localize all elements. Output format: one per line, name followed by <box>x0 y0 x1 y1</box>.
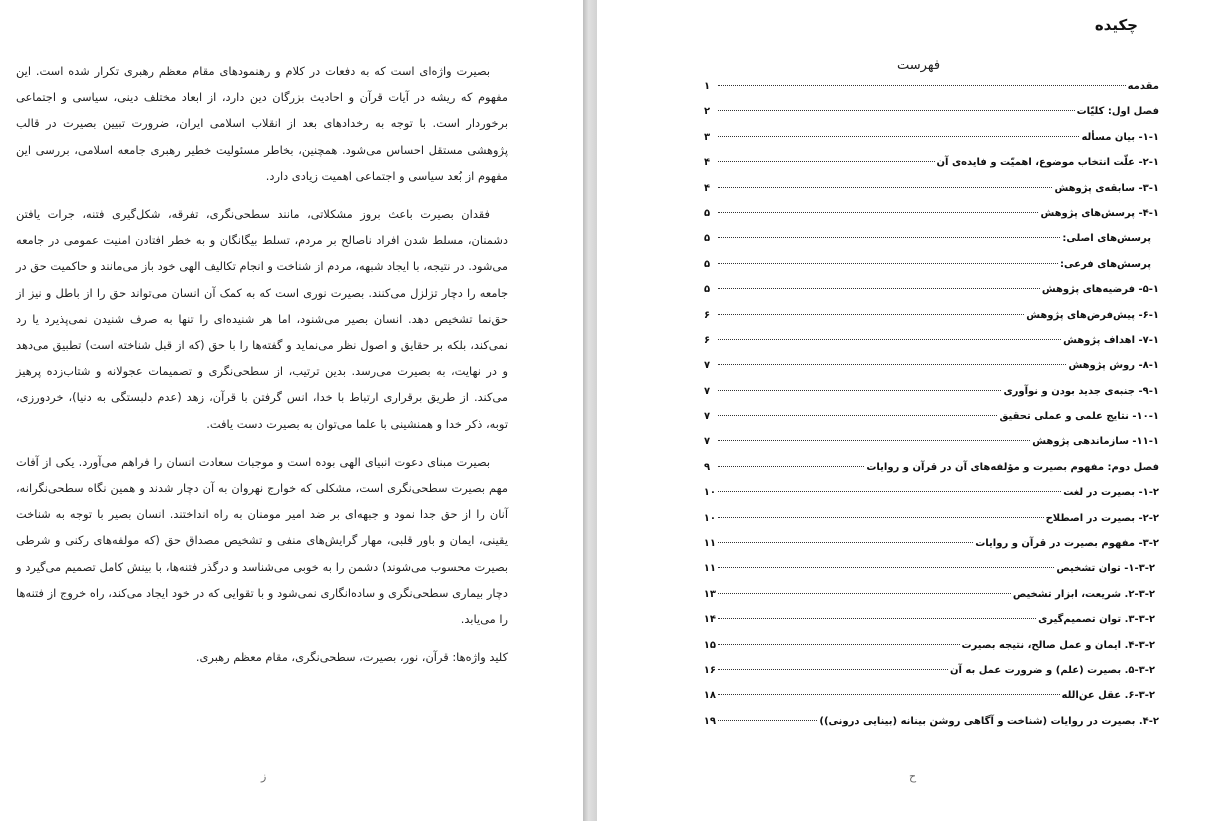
toc-entry[interactable] <box>704 716 1159 741</box>
toc-entry[interactable] <box>704 563 1159 588</box>
toc-entry-page: ۱۰ <box>703 487 716 499</box>
toc-leader-dots <box>718 669 948 670</box>
toc-entry-label: ۱-۲- بصیرت در لغت <box>1063 487 1159 499</box>
toc-leader-dots <box>718 288 1040 289</box>
toc-leader-dots <box>718 466 864 467</box>
toc-entry[interactable] <box>704 81 1159 106</box>
toc-entry-page: ۷ <box>704 436 711 448</box>
toc-entry-label: ۸-۱- روش پژوهش <box>1068 360 1159 372</box>
toc-leader-dots <box>718 694 1060 695</box>
toc-entry-label: مقدمه <box>1127 81 1159 92</box>
toc-entry-page: ۱۱ <box>703 563 716 575</box>
toc-entry-page: ۱۳ <box>703 588 716 600</box>
toc-entry-label: ۹-۱- جنبه‌ی جدید بودن و نوآوری <box>1003 385 1159 397</box>
toc-leader-dots <box>718 85 1126 86</box>
toc-entry-label: ۳-۳-۲. توان تصمیم‌گیری <box>1038 614 1155 626</box>
toc-entry-page: ۵ <box>704 207 711 219</box>
toc-entry[interactable] <box>704 106 1159 131</box>
toc-entry[interactable] <box>704 513 1159 538</box>
toc-leader-dots <box>718 491 1061 492</box>
toc-leader-dots <box>718 187 1052 188</box>
toc-entry-label: ۲-۱- علّت انتخاب موضوع، اهمیّت و فایده‌ی آن <box>936 157 1159 169</box>
toc-entry-page: ۷ <box>704 360 711 372</box>
toc-leader-dots <box>718 110 1075 111</box>
toc-entry[interactable] <box>704 436 1159 461</box>
abstract-paragraph: بصیرت مبنای دعوت انبیای الهی بوده است و موجبات سعادت انسان را فراهم می‌آورد. یکی از آفات مهم بصیرت سطحی‌نگری است، مشکلی که خوارج نهروان به آن دچار شدند و همین نگاه سطحی‌نگرانه، آنان را از حق جدا نمود و جبهه‌ای بر ضد امیر مومنان به راه انداختند. انسان بصیر با توجه به شناخت یقینی، ایمان و باور قلبی، مهار گرایش‌های منفی و تشخیص مصداق حق (که مولفه‌های رکنی و شرطی بصیرت محسوب می‌شوند) دشمن را به خوبی می‌شناسد و درگذر فتنه‌ها، با بینش کامل تصمیم می‌گیرد و دچار بیماری سطحی‌نگری و ساده‌انگاری نمی‌شود و با تقوایی که در خود ایجاد می‌کند، راه خروج از فتنه‌ها را می‌یابد. <box>16 454 508 627</box>
toc-entry[interactable] <box>704 183 1159 208</box>
toc-entry[interactable] <box>704 411 1159 436</box>
toc-entry-label: ۳-۱- سابقه‌ی پژوهش <box>1054 182 1159 194</box>
abstract-body <box>16 58 508 682</box>
toc-entry-page: ۱۶ <box>703 664 716 676</box>
toc-leader-dots <box>718 212 1038 213</box>
toc-entry-page: ۷ <box>704 385 711 397</box>
toc-leader-dots <box>718 263 1058 264</box>
toc-entry-label: ۷-۱- اهداف پژوهش <box>1063 334 1159 346</box>
toc-leader-dots <box>718 440 1030 441</box>
toc-leader-dots <box>718 618 1036 619</box>
toc-entry[interactable] <box>704 284 1159 309</box>
toc-entry[interactable] <box>704 614 1159 639</box>
toc-entry-page: ۵ <box>704 233 711 245</box>
toc-entry[interactable] <box>704 259 1159 284</box>
toc-entry[interactable] <box>704 487 1159 512</box>
toc-entry-label: پرسش‌های اصلی: <box>1062 233 1151 245</box>
toc-entry-label: ۲-۲- بصیرت در اصطلاح <box>1045 512 1159 524</box>
toc-entry-page: ۱۴ <box>703 614 716 626</box>
toc-leader-dots <box>718 136 1079 137</box>
toc-title: فهرست <box>897 58 941 73</box>
toc-entry-page: ۱۹ <box>703 715 716 727</box>
toc-entry[interactable] <box>704 665 1159 690</box>
toc-leader-dots <box>718 339 1061 340</box>
toc-entry-label: پرسش‌های فرعی: <box>1060 258 1151 270</box>
toc-entry-page: ۱۱ <box>703 538 716 550</box>
toc-entry[interactable] <box>704 386 1159 411</box>
toc-entry-label: ۱۱-۱- سازماندهی پژوهش <box>1032 436 1159 448</box>
toc-entry-page: ۱۰ <box>703 512 716 524</box>
toc-leader-dots <box>718 517 1044 518</box>
toc-leader-dots <box>718 720 817 721</box>
toc-leader-dots <box>718 314 1024 315</box>
toc-entry[interactable] <box>704 132 1159 157</box>
toc-entry-page: ۱۵ <box>703 639 716 651</box>
toc-entry[interactable] <box>704 589 1159 614</box>
abstract-paragraph: بصیرت واژه‌ای است که به دفعات در کلام و رهنمودهای مقام معظم رهبری تکرار شده است. این مفهوم که ریشه در آیات قرآن و احادیث بزرگان دین دارد، از ابعاد مختلف دینی، سیاسی و اجتماعی برخوردار است. با توجه به رخدادهای بعد از انقلاب اسلامی ایران، ضرورت تبیین بصیرت در قالب پژوهشی مستقل احساس می‌شود. همچنین، بخاطر مسئولیت خطیر رهبری جامعه اسلامی، بررسی این مفهوم از بُعد سیاسی و اجتماعی اهمیت زیادی دارد. <box>16 64 508 183</box>
toc-entry-label: ۱-۱- بیان مسأله <box>1081 131 1159 143</box>
toc-entry-page: ۱۸ <box>703 690 716 702</box>
toc-entry-label: فصل اول: کلیّات <box>1076 106 1159 118</box>
toc-entry-label: ۱-۳-۲- توان تشخیص <box>1056 563 1155 575</box>
toc-entry-page: ۶ <box>704 309 711 321</box>
toc-leader-dots <box>718 644 960 645</box>
toc-entry-page: ۳ <box>704 131 711 143</box>
abstract-title: چکیده <box>1094 16 1138 34</box>
page-gutter <box>583 0 597 821</box>
toc-entry-label: ۲-۳-۲. شریعت، ابزار تشخیص <box>1012 588 1155 600</box>
toc-entry-page: ۶ <box>704 334 711 346</box>
toc-entry-page: ۲ <box>704 106 711 118</box>
toc-entry-page: ۱ <box>704 81 711 92</box>
toc-entry[interactable] <box>704 157 1159 182</box>
toc-leader-dots <box>718 237 1060 238</box>
toc-leader-dots <box>718 415 997 416</box>
toc-entry[interactable] <box>704 690 1159 715</box>
toc-entry-page: ۵ <box>704 258 711 270</box>
toc-entry-label: ۶-۳-۲. عقل عن‌الله <box>1061 690 1155 702</box>
toc-entry-label: ۳-۲- مفهوم بصیرت در قرآن و روایات <box>975 538 1159 550</box>
toc-entry-page: ۹ <box>704 461 711 473</box>
toc-leader-dots <box>718 542 973 543</box>
toc-entry[interactable] <box>704 640 1159 665</box>
toc-entry[interactable] <box>704 233 1159 258</box>
abstract-keywords: کلید واژه‌ها: قرآن، نور، بصیرت، سطحی‌نگری، مقام معظم رهبری. <box>195 650 508 665</box>
toc-leader-dots <box>718 364 1066 365</box>
table-of-contents <box>704 81 1159 741</box>
page-number-right: ح <box>909 770 917 783</box>
toc-entry-label: ۶-۱- پیش‌فرض‌های پژوهش <box>1026 309 1159 321</box>
toc-entry-page: ۴ <box>704 157 711 169</box>
toc-entry-page: ۵ <box>704 284 711 296</box>
toc-entry[interactable] <box>704 360 1159 385</box>
toc-entry[interactable] <box>704 208 1159 233</box>
toc-entry[interactable] <box>704 310 1159 335</box>
toc-entry-label: فصل دوم: مفهوم بصیرت و مؤلفه‌های آن در قرآن و روایات <box>866 461 1159 473</box>
toc-entry-label: ۴-۱- پرسش‌های پژوهش <box>1040 207 1159 219</box>
toc-leader-dots <box>718 593 1011 594</box>
toc-entry-label: ۵-۱- فرضیه‌های پژوهش <box>1041 284 1159 296</box>
toc-entry-label: ۴-۳-۲. ایمان و عمل صالح، نتیجه بصیرت <box>961 639 1155 651</box>
toc-entry-label: ۱۰-۱- نتایج علمی و عملی تحقیق <box>999 411 1159 423</box>
toc-leader-dots <box>718 390 1001 391</box>
toc-leader-dots <box>718 161 935 162</box>
toc-entry-label: ۴-۲. بصیرت در روایات (شناخت و آگاهی روشن بینانه (بینایی درونی)) <box>819 715 1159 727</box>
toc-leader-dots <box>718 567 1054 568</box>
toc-entry[interactable] <box>704 538 1159 563</box>
abstract-paragraph: فقدان بصیرت باعث بروز مشکلاتی، مانند سطحی‌نگری، تفرقه، شکل‌گیری فتنه، جرات یافتن دشمنان، مسلط شدن افراد ناصالح بر مردم، تسلط بیگانگان و به خطر افتادن امنیت عمومی در جامعه می‌شود. در نتیجه، با ایجاد شبهه، مردم از شناخت و انجام تکالیف الهی خود باز می‌مانند و حاکمیت حق در جامعه را دچار تزلزل می‌کنند. بصیرت نوری است که به کمک آن انسان می‌تواند حق را از باطل و نیز از حق‌نما تشخیص دهد. انسان بصیر می‌شنود، اما هر شنیده‌ای را تنها به صرف شنیدن نمی‌پذیرد یا رد نمی‌کند، بلکه بر حقایق و اصول نظر می‌نماید و گفته‌ها را با حق (که از قبل شناخته است) تطبیق می‌دهد و در نهایت، به بصیرت می‌رسد. بدین ترتیب، از سطحی‌نگری و تصمیمات عجولانه و شتاب‌زده پرهیز می‌کند. از طریق برقراری ارتباط با خدا، انس گرفتن با قرآن، زهد (عدم دلبستگی به دنیا)، خردورزی، توبه، ذکر خدا و همنشینی با علما می‌توان به بصیرت دست یافت. <box>16 207 508 431</box>
toc-entry-page: ۴ <box>704 182 711 194</box>
toc-entry[interactable] <box>704 462 1159 487</box>
toc-entry[interactable] <box>704 335 1159 360</box>
page-number-left: ز <box>261 770 267 783</box>
toc-entry-label: ۵-۳-۲. بصیرت (علم) و ضرورت عمل به آن <box>949 664 1155 676</box>
toc-entry-page: ۷ <box>704 411 711 423</box>
